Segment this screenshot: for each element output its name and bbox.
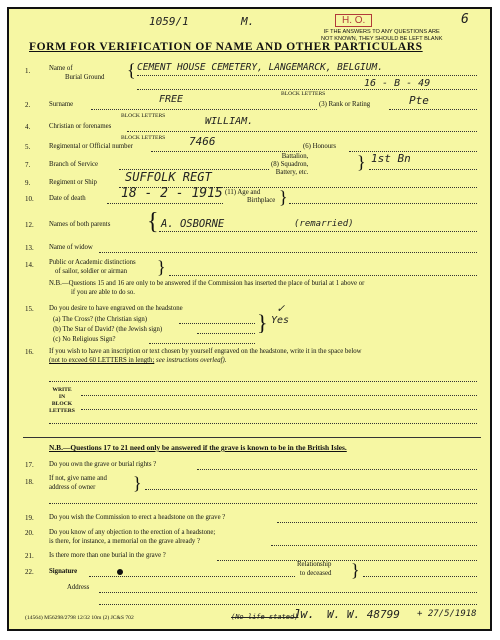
- inscription-line-2[interactable]: [81, 395, 477, 396]
- q13-number: 13.: [25, 244, 34, 252]
- q11-label: (11) Age and Birthplace: [225, 189, 276, 204]
- q9-regiment-value[interactable]: SUFFOLK REGT: [125, 170, 212, 184]
- q10-date-value[interactable]: 18 - 2 - 1915: [121, 186, 223, 201]
- q10-number: 10.: [25, 195, 34, 203]
- q20-line: [271, 545, 477, 546]
- q10-label: Date of death: [49, 195, 86, 202]
- address-line[interactable]: [99, 592, 477, 593]
- page-mark: 6: [461, 12, 469, 27]
- nb-questions-15-16: N.B.—Questions 15 and 16 are only to be answered if the Commission has inserted the place of burial at 1 above or if you are able to do so.: [49, 280, 365, 296]
- q5-line: [151, 151, 301, 152]
- q12-brace: {: [147, 209, 159, 235]
- relationship-line[interactable]: [363, 576, 477, 577]
- q21-number: 21.: [25, 552, 34, 560]
- q16-number: 16.: [25, 348, 34, 356]
- q14-brace: }: [157, 257, 166, 277]
- q17-label: Do you own the grave or burial rights ?: [49, 461, 157, 468]
- footer-reference: W. W. 48799: [327, 608, 400, 621]
- q19-label: Do you wish the Commission to erect a headstone on the grave ?: [49, 514, 226, 521]
- q1-plot-value[interactable]: 16 - B - 49: [364, 78, 431, 89]
- inscription-line-4[interactable]: [49, 423, 477, 424]
- q1-brace: {: [127, 60, 136, 80]
- q21-label: Is there more than one burial in the grave ?: [49, 552, 166, 559]
- q15b-line: [197, 333, 255, 334]
- q15c-line: [149, 343, 255, 344]
- q2-label: Surname: [49, 101, 74, 108]
- q12-remarried-note[interactable]: (remarried): [294, 219, 354, 229]
- block-letters-note: BLOCK LETTERS: [121, 113, 166, 119]
- q22-label: Signature: [49, 568, 78, 575]
- q15-label: Do you desire to have engraved on the headstone: [49, 305, 183, 312]
- q13-line: [99, 252, 477, 253]
- q14-number: 14.: [25, 261, 34, 269]
- form-title: FORM FOR VERIFICATION OF NAME AND OTHER PARTICULARS: [29, 41, 423, 53]
- q4-number: 4.: [25, 123, 31, 131]
- q8-brace: }: [357, 152, 366, 172]
- q6-line: [349, 151, 477, 152]
- ink-dot: [117, 569, 123, 575]
- print-code: (14564) M56298/2798 12/32 10m (2) JC&S 702: [25, 615, 134, 621]
- q12-label: Names of both parents: [49, 221, 111, 228]
- relationship-label: Relationship to deceased: [297, 561, 332, 577]
- q19-line: [277, 522, 477, 523]
- q18-label: If not, give name and address of owner: [49, 475, 107, 491]
- q11-line: [289, 203, 477, 204]
- inscription-line-1[interactable]: [49, 381, 477, 382]
- write-in-block-letters: WRITE IN BLOCK LETTERS: [49, 387, 75, 414]
- office-stamp: H. O.: [335, 14, 372, 27]
- q20-number: 20.: [25, 529, 34, 537]
- blank-notice: IF THE ANSWERS TO ANY QUESTIONS ARE NOT KNOWN, THEY SHOULD BE LEFT BLANK: [321, 29, 443, 42]
- q15-answer-value[interactable]: Yes: [271, 315, 290, 326]
- q1-line-2: [137, 89, 477, 90]
- q16-label: If you wish to have an inscription or text chosen by yourself engraved on the headstone, write it in the space below: [49, 348, 362, 355]
- q18-line-2: [49, 503, 477, 504]
- q9-label: Regiment or Ship: [49, 179, 97, 186]
- q9-number: 9.: [25, 179, 31, 187]
- footer-date: + 27/5/1918: [417, 609, 477, 619]
- q15-option-none: (c) No Religious Sign?: [53, 336, 116, 343]
- address-label: Address: [67, 584, 90, 591]
- inscription-line-3[interactable]: [81, 409, 477, 410]
- q11-brace: }: [279, 187, 288, 207]
- nb-questions-17-21: N.B.—Questions 17 to 21 need only be answered if the grave is known to be in the British Isles.: [49, 443, 347, 452]
- q18-brace: }: [133, 473, 142, 493]
- q5-number-value[interactable]: 7466: [189, 135, 216, 148]
- footer-initials: Jw.: [293, 607, 315, 621]
- q15-option-star: (b) The Star of David? (the Jewish sign): [53, 326, 163, 333]
- q14-line: [169, 275, 477, 276]
- q22-number: 22.: [25, 568, 34, 576]
- reference-number: 1059/1: [149, 15, 189, 28]
- relationship-brace: }: [351, 560, 360, 580]
- form-sheet: [7, 7, 492, 631]
- q5-label: Regimental or Official number: [49, 143, 133, 150]
- address-line-2[interactable]: [99, 604, 477, 605]
- q12-number: 12.: [25, 221, 34, 229]
- q19-number: 19.: [25, 514, 34, 522]
- q15-brace: }: [257, 310, 268, 335]
- q17-number: 17.: [25, 461, 34, 469]
- q4-forenames-value[interactable]: WILLIAM.: [205, 116, 254, 127]
- q8-battalion-value[interactable]: 1st Bn: [371, 152, 411, 165]
- struck-note: (No life stated): [231, 613, 299, 621]
- q4-label: Christian or forenames: [49, 123, 112, 130]
- q1-number: 1.: [25, 67, 31, 75]
- check-mark-icon: ✓: [277, 301, 285, 315]
- q20-label: Do you know of any objection to the erection of a headstone; is there, for instance, a memorial on the grave already ?: [49, 529, 216, 545]
- reference-letter: M.: [241, 15, 255, 28]
- q15-number: 15.: [25, 305, 34, 313]
- q3-line: [389, 109, 477, 110]
- q2-surname-value[interactable]: FREE: [159, 94, 184, 105]
- q2-number: 2.: [25, 101, 31, 109]
- q17-line: [197, 469, 477, 470]
- q7-label: Branch of Service: [49, 161, 99, 168]
- q8-label: Battalion, (8) Squadron, Battery, etc.: [271, 153, 309, 176]
- q2-line: [91, 109, 317, 110]
- q1-burial-ground-value[interactable]: CEMENT HOUSE CEMETERY, LANGEMARCK, BELGIUM.: [137, 62, 383, 73]
- q12-line: [159, 231, 477, 232]
- q16-label-2: (not to exceed 60 LETTERS in length; see instructions overleaf).: [49, 357, 227, 364]
- block-letters-note: BLOCK LETTERS: [281, 91, 326, 97]
- q18-number: 18.: [25, 478, 34, 486]
- q13-label: Name of widow: [49, 244, 93, 251]
- q7-number: 7.: [25, 161, 31, 169]
- q18-line: [145, 489, 477, 490]
- q10-line: [107, 203, 223, 204]
- q21-line: [217, 560, 477, 561]
- q6-label: (6) Honours: [303, 143, 337, 150]
- q15-option-cross: (a) The Cross? (the Christian sign): [53, 316, 148, 323]
- q5-number: 5.: [25, 143, 31, 151]
- q1-line: [137, 75, 477, 76]
- q14-label: Public or Academic distinctions of sailor, soldier or airman: [49, 259, 136, 275]
- block-letters-note: BLOCK LETTERS: [121, 135, 166, 141]
- signature-line[interactable]: [89, 576, 295, 577]
- q15a-line: [179, 323, 255, 324]
- q8-line: [369, 169, 477, 170]
- q3-label: (3) Rank or Rating: [319, 101, 371, 108]
- q12-parents-value[interactable]: A. OSBORNE: [161, 218, 225, 230]
- q1-label: Name of Burial Ground: [49, 65, 105, 81]
- q4-line: [127, 131, 477, 132]
- q3-rank-value[interactable]: Pte: [409, 94, 429, 107]
- section-divider: [23, 437, 481, 438]
